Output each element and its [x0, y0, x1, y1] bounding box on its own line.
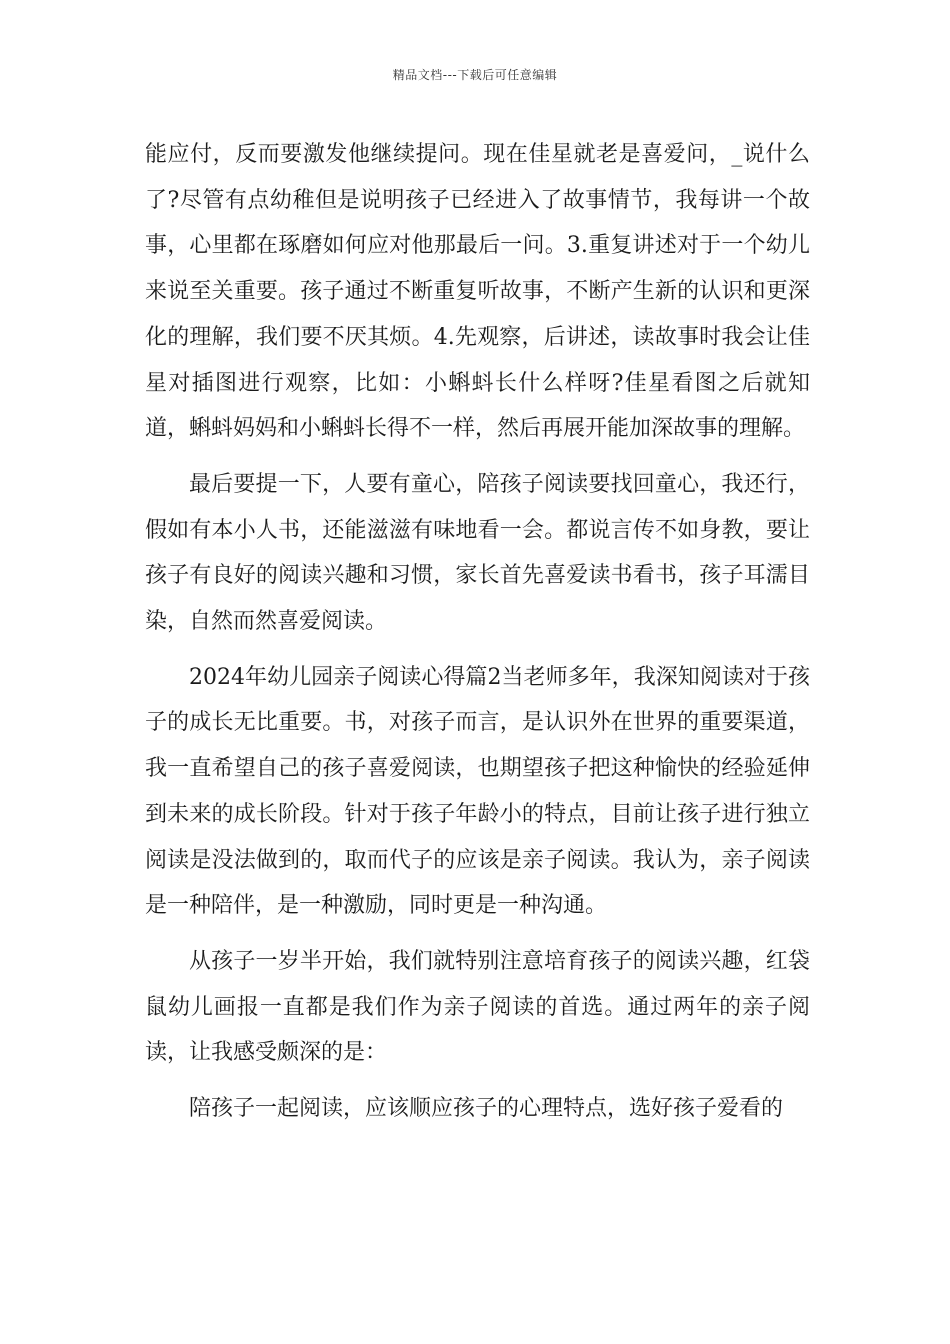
paragraph-5: 陪孩子一起阅读，应该顺应孩子的心理特点，选好孩子爱看的 — [189, 1096, 784, 1122]
page-header: 精品文档---下载后可任意编辑 — [392, 68, 558, 82]
document-body — [145, 132, 810, 1132]
paragraph-4: 从孩子一岁半开始，我们就特别注意培育孩子的阅读兴趣，红袋鼠幼儿画报一直都是我们作为亲子阅读的首选。通过两年的亲子阅读，让我感受颇深的是： — [145, 948, 810, 1066]
paragraph-1: 能应付，反而要激发他继续提问。现在佳星就老是喜爱问，_说什么了?尽管有点幼稚但是说明孩子已经进入了故事情节，我每讲一个故事，心里都在琢磨如何应对他那最后一问。3.重复讲述对于一个幼儿来说至关重要。孩子通过不断重复听故事，不断产生新的认识和更深化的理解，我们要不厌其烦。4.先观察，后讲述，读故事时我会让佳星对插图进行观察，比如：小蝌蚪长什么样呀?佳星看图之后就知道，蝌蚪妈妈和小蝌蚪长得不一样，然后再展开能加深故事的理解。 — [145, 142, 810, 442]
paragraph-3: 2024年幼儿园亲子阅读心得篇2当老师多年，我深知阅读对于孩子的成长无比重要。书，对孩子而言，是认识外在世界的重要渠道，我一直希望自己的孩子喜爱阅读，也期望孩子把这种愉快的经验延伸到未来的成长阶段。针对于孩子年龄小的特点，目前让孩子进行独立阅读是没法做到的，取而代子的应该是亲子阅读。我认为，亲子阅读是一种陪伴，是一种激励，同时更是一种沟通。 — [145, 664, 810, 919]
paragraph-2: 最后要提一下，人要有童心，陪孩子阅读要找回童心，我还行，假如有本小人书，还能滋滋有味地看一会。都说言传不如身教，要让孩子有良好的阅读兴趣和习惯，家长首先喜爱读书看书，孩子耳濡目染，自然而然喜爱阅读。 — [145, 471, 810, 635]
